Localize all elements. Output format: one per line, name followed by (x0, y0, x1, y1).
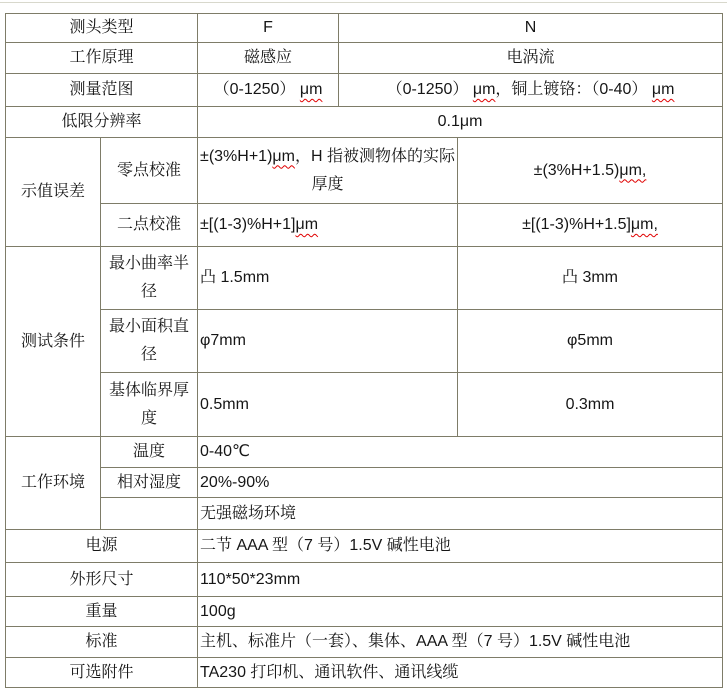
table-row-resolution (6, 107, 723, 138)
two-point-cal-label: 二点校准 (101, 204, 198, 247)
principle-label: 工作原理 (6, 43, 198, 74)
temperature-label: 温度 (101, 437, 198, 468)
resolution-label: 低限分辨率 (6, 107, 198, 138)
min-curvature-f: 凸 1.5mm (198, 247, 458, 310)
min-curvature-label: 最小曲率半径 (101, 247, 198, 310)
table-row-two-point-cal (6, 204, 723, 247)
zero-cal-f: ±(3%H+1)μm，H 指被测物体的实际厚度 (198, 138, 458, 204)
table-row-temperature (6, 437, 723, 468)
two-point-cal-f: ±[(1-3)%H+1]μm (198, 204, 458, 247)
table-row-weight (6, 597, 723, 627)
weight-value: 100g (198, 597, 723, 627)
test-conditions-group-label: 测试条件 (6, 247, 101, 437)
table-row-dimensions (6, 563, 723, 597)
probe-type-label: 测头类型 (6, 14, 198, 43)
humidity-label: 相对湿度 (101, 468, 198, 498)
range-label: 测量范图 (6, 74, 198, 107)
humidity-value: 20%-90% (198, 468, 723, 498)
temperature-value: 0-40℃ (198, 437, 723, 468)
table-row-substrate-thickness (6, 373, 723, 437)
dimensions-label: 外形尺寸 (6, 563, 198, 597)
probe-type-f: F (198, 14, 339, 43)
range-n: （0-1250） μm，铜上镀铬：（0-40） μm (339, 74, 723, 107)
probe-type-n: N (339, 14, 723, 43)
standard-value: 主机、标准片（一套）、集体、AAA 型（7 号）1.5V 碱性电池 (198, 627, 723, 658)
standard-label: 标准 (6, 627, 198, 658)
optional-accessories-value: TA230 打印机、通讯软件、通讯线缆 (198, 658, 723, 688)
resolution-value: 0.1μm (198, 107, 723, 138)
table-row-zero-cal (6, 138, 723, 204)
substrate-thickness-f: 0.5mm (198, 373, 458, 437)
environment-group-label: 工作环境 (6, 437, 101, 530)
substrate-thickness-label: 基体临界厚度 (101, 373, 198, 437)
table-row-power (6, 530, 723, 563)
power-value: 二节 AAA 型（7 号）1.5V 碱性电池 (198, 530, 723, 563)
principle-n: 电涡流 (339, 43, 723, 74)
min-area-f: φ7mm (198, 310, 458, 373)
substrate-thickness-n: 0.3mm (458, 373, 723, 437)
magnetic-field-value: 无强磁场环境 (198, 498, 723, 530)
table-row-probe-type (6, 14, 723, 43)
zero-cal-label: 零点校准 (101, 138, 198, 204)
magnetic-field-label (101, 498, 198, 530)
error-group-label: 示值误差 (6, 138, 101, 247)
power-label: 电源 (6, 530, 198, 563)
table-row-min-area (6, 310, 723, 373)
dimensions-value: 110*50*23mm (198, 563, 723, 597)
optional-accessories-label: 可选附件 (6, 658, 198, 688)
table-row-humidity (6, 468, 723, 498)
weight-label: 重量 (6, 597, 198, 627)
table-row-principle (6, 43, 723, 74)
zero-cal-n: ±(3%H+1.5)μm, (458, 138, 723, 204)
principle-f: 磁感应 (198, 43, 339, 74)
table-row-optional-accessories (6, 658, 723, 688)
top-divider-line (0, 2, 727, 3)
spec-table (5, 13, 723, 688)
min-area-label: 最小面积直径 (101, 310, 198, 373)
min-area-n: φ5mm (458, 310, 723, 373)
table-row-magnetic-field (6, 498, 723, 530)
two-point-cal-n: ±[(1-3)%H+1.5]μm, (458, 204, 723, 247)
range-f: （0-1250） μm (198, 74, 339, 107)
table-row-min-curvature (6, 247, 723, 310)
table-row-standard (6, 627, 723, 658)
min-curvature-n: 凸 3mm (458, 247, 723, 310)
table-row-range (6, 74, 723, 107)
